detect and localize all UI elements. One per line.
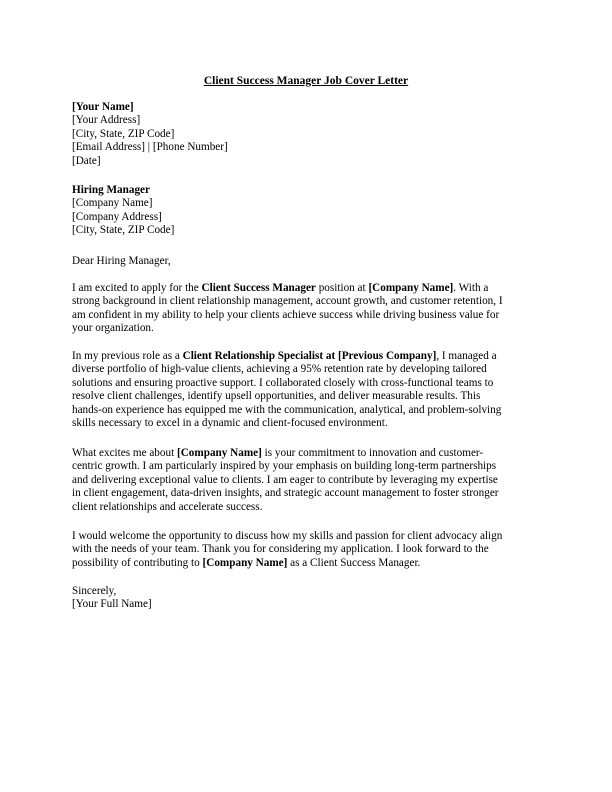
para-line: I would welcome the opportunity to discuss how my skills and passion for client advocacy align <box>72 530 503 542</box>
para-line <box>72 282 542 295</box>
sender-contact: [Email Address] | [Phone Number] <box>72 141 228 154</box>
para-line: diverse portfolio of high-value clients, achieving a 95% retention rate by developing tailored <box>72 363 487 376</box>
para-line: am confident in my ability to help your clients achieve success while driving business value for <box>72 308 500 321</box>
recipient-city: [City, State, ZIP Code] <box>72 224 175 237</box>
text-run: I am excited to apply for the <box>72 282 202 294</box>
paragraph-intro <box>72 282 542 336</box>
sender-address: [Your Address] <box>72 114 141 127</box>
para-line: hands-on experience has equipped me with the communication, analytical, and problem-solving <box>72 403 502 416</box>
text-run: is your commitment to innovation and customer- <box>261 447 484 459</box>
recipient-block <box>72 184 542 238</box>
previous-role: Client Relationship Specialist at [Previous Company] <box>182 350 437 362</box>
para-line: centric growth. I am particularly inspired by your emphasis on building long-term partnerships <box>72 460 497 473</box>
recipient-title: Hiring Manager <box>72 184 150 196</box>
recipient-address: [Company Address] <box>72 210 162 223</box>
text-run: . With a <box>453 282 489 294</box>
para-line <box>72 447 542 460</box>
text-run: What excites me about <box>72 447 177 459</box>
salutation <box>72 255 542 268</box>
para-line: resolve client challenges, identify upsell opportunities, and deliver measurable results. This <box>72 390 481 403</box>
para-line: your organization. <box>72 322 154 335</box>
text-run: In my previous role as a <box>72 350 183 362</box>
sender-block <box>72 101 542 168</box>
para-line <box>72 350 542 363</box>
sender-name: [Your Name] <box>72 101 134 113</box>
para-line <box>72 557 542 570</box>
page-title: Client Success Manager Job Cover Letter <box>203 75 409 87</box>
para-line: solutions and ensuring proactive support. I collaborated closely with cross-functional teams to <box>72 376 494 389</box>
recipient-company: [Company Name] <box>72 197 153 210</box>
text-run: position at <box>315 282 369 294</box>
paragraph-experience <box>72 350 542 430</box>
salutation-text: Dear Hiring Manager, <box>72 255 171 267</box>
text-run: as a Client Success Manager. <box>287 556 421 569</box>
signature-name: [Your Full Name] <box>72 598 152 611</box>
para-line: with the needs of your team. Thank you for considering my application. I look forward to the <box>72 543 489 556</box>
company-name: [Company Name] <box>177 447 262 459</box>
para-line: and delivering exceptional value to clients. I am eager to contribute by leveraging my expertise <box>72 473 498 486</box>
closing-text: Sincerely, <box>72 585 117 597</box>
para-line: skills necessary to excel in a dynamic and client-focused environment. <box>72 417 388 430</box>
para-line: strong background in client relationship management, account growth, and customer retention, I <box>72 295 503 308</box>
company-name: [Company Name] <box>202 556 288 569</box>
para-line: client relationships and accelerate success. <box>72 500 263 513</box>
paragraph-motivation <box>72 447 542 514</box>
para-line: in client engagement, data-driven insights, and strategic account management to foster stronger <box>72 487 499 500</box>
sender-date: [Date] <box>72 154 101 167</box>
sender-city: [City, State, ZIP Code] <box>72 127 175 140</box>
text-run: , I managed a <box>436 350 497 362</box>
text-run: possibility of contributing to <box>72 556 203 569</box>
company-name: [Company Name] <box>368 282 454 294</box>
paragraph-closing <box>72 530 542 570</box>
sign-off <box>72 585 542 612</box>
role-name: Client Success Manager <box>201 282 316 294</box>
